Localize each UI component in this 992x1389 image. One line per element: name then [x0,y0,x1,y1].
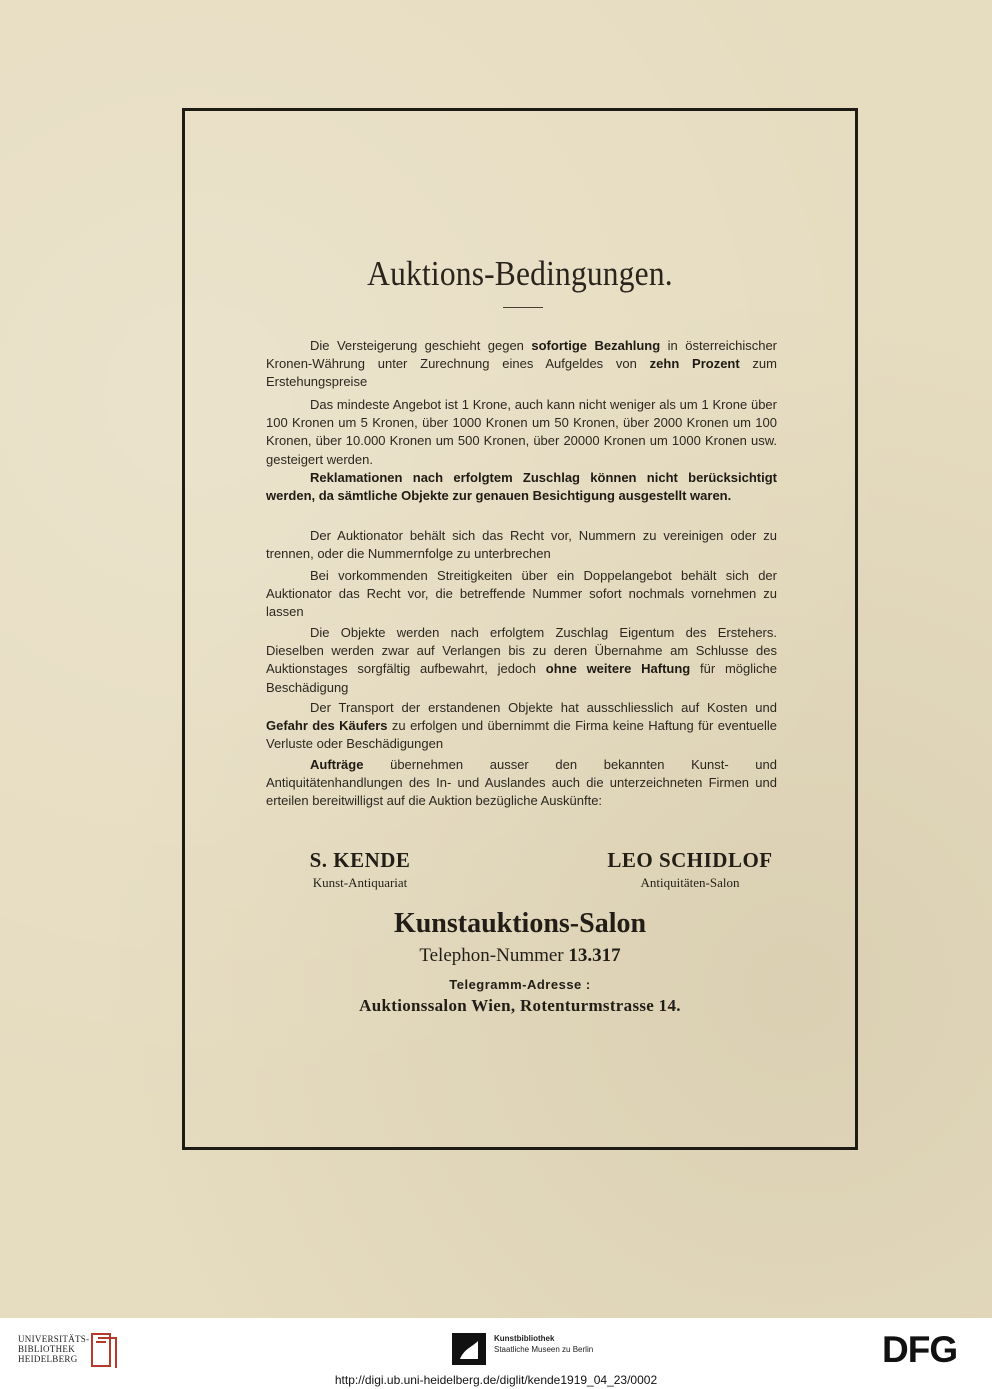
paragraph-text: zum Erstehungspreise [266,356,777,390]
paragraph-payment [266,337,777,392]
kunstbibliothek-logo-icon [452,1333,486,1365]
dfg-logo: DFG [882,1329,958,1370]
salon-name: Kunstauktions-Salon [393,908,647,939]
page-title: Auktions-Bedingungen. [367,254,673,293]
phone-number: 13.317 [568,945,621,966]
university-logo-text [18,1334,89,1364]
paragraph-text: zu erfolgen und übernimmt die Firma keine Haftung für eventuelle Verluste oder Beschädigungen [266,718,777,752]
firm-schidlof [600,848,780,891]
emphasized-text: ohne weitere Haftung [545,661,691,677]
paragraph-minimum-bid [266,396,777,469]
emphasized-text: Aufträge [310,757,364,772]
kunstbibliothek-subtitle: Staatliche Museen zu Berlin [494,1345,594,1354]
phone-line [182,945,858,967]
paragraph-transport [266,699,777,754]
telegram-address: Auktionssalon Wien, Rotenturmstrasse 14. [359,996,681,1015]
source-url-link[interactable]: http://digi.ub.uni-heidelberg.de/diglit/kende1919_04_23/0002 [334,1373,658,1387]
paragraph-text: Der Auktionator behält sich das Recht vor, Nummern zu vereinigen oder zu trennen, oder die Nummernfolge zu unterbrechen [266,528,777,562]
paragraph-text: Die Versteigerung geschieht gegen [310,338,532,353]
paragraph-text: Die Objekte werden nach erfolgtem Zuschlag Eigentum des Erstehers. Dieselben werden zwar auf Verlangen bis zu deren Übernahme am Schlusse des Auktionstages sorgfältig aufbewahrt, jedoch [266,625,777,677]
kunstbibliothek-title: Kunstbibliothek [494,1334,555,1343]
paragraph-text: Bei vorkommenden Streitigkeiten über ein Doppelangebot behält sich der Auktionator das Recht vor, die betreffende Nummer sofort nochmals vornehmen zu lassen [266,568,777,620]
university-line: BIBLIOTHEK [18,1344,75,1354]
firm-schidlof-name: LEO SCHIDLOF [607,848,773,872]
paragraph-auctioneer-rights [266,527,777,563]
firm-kende-subtitle: Kunst-Antiquariat [312,875,408,890]
paragraph-disputes [266,567,777,622]
paragraph-text: übernehmen ausser den bekannten Kunst- und Antiquitätenhandlungen des In- und Auslandes auch die unterzeichneten Firmen und erteilen bereitwilligst auf die Auktion bezügliche Auskünfte: [266,757,777,809]
paragraph-text: in österreichischer Kronen-Währung unter Zurechnung eines Aufgeldes von [266,338,778,372]
paragraph-complaints [266,469,777,505]
university-line: HEIDELBERG [18,1354,78,1364]
title-underline [503,307,543,308]
firm-schidlof-subtitle: Antiquitäten-Salon [640,875,740,890]
emphasized-text: Gefahr des Käufers [266,718,388,734]
phone-label: Telephon-Nummer [419,945,564,966]
paragraph-orders [266,756,777,811]
paragraph-ownership [266,624,777,697]
firm-kende [290,848,430,891]
emphasized-text: sofortige Bezahlung [531,338,661,353]
emphasized-text: Reklamationen nach erfolgtem Zuschlag können nicht berücksichtigt werden, da sämtliche Objekte zur genauen Besichtigung ausgestellt waren. [266,470,777,504]
paragraph-text: Das mindeste Angebot ist 1 Krone, auch kann nicht weniger als um 1 Krone über 100 Kronen um 5 Kronen, über 1000 Kronen um 50 Kronen, über 2000 Kronen um 100 Kronen, über 10.000 Kronen um 500 Kronen, über 20000 Kronen um 1000 Kronen usw. gesteigert werden. [266,397,777,467]
paragraph-text: für mögliche Beschädigung [266,661,777,695]
kunstbibliothek-text [494,1333,593,1355]
university-line: UNIVERSITÄTS- [18,1334,90,1344]
university-logo-icon [88,1330,120,1370]
telegram-label: Telegramm-Adresse : [449,977,591,992]
paragraph-text: Der Transport der erstandenen Objekte hat ausschliesslich auf Kosten und [310,700,777,715]
emphasized-text: zehn Prozent [649,356,740,372]
firm-kende-name: S. KENDE [309,848,411,872]
